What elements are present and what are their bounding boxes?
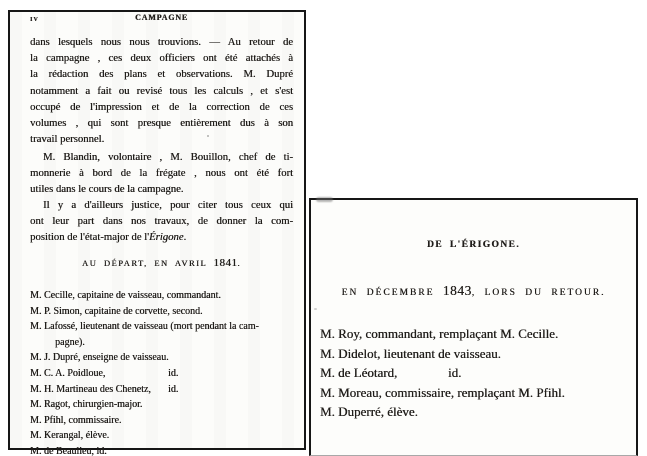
- text-line: occupé de l'impression et de la correction de ces: [30, 100, 293, 113]
- return-section-heading: [311, 283, 636, 299]
- scan-artifact: [207, 135, 209, 137]
- text-line: monnerie à bord de la frégate , nous ont été fort: [30, 167, 293, 180]
- roster-item: [30, 319, 300, 350]
- paragraph-etat-major-last-line: [30, 229, 293, 245]
- scan-artifact: [314, 308, 317, 310]
- scan-artifact: [316, 197, 333, 202]
- roster-item: M. Duperré, élève.: [320, 404, 418, 420]
- heading-text: , LORS DU RETOUR.: [471, 288, 606, 298]
- heading-text: AU DÉPART, EN AVRIL: [81, 258, 214, 268]
- roster-item: [30, 366, 300, 382]
- text-line: la rédaction des plans et observations. M. Dupré: [30, 68, 293, 81]
- text-line: utiles dans le cours de la campagne.: [30, 183, 184, 196]
- text-line: dans lesquels nous nous trouvions. — Au retour de: [30, 36, 293, 48]
- paragraph-campaign-return: [30, 34, 293, 147]
- paragraph-blandin-bouillon: [30, 149, 293, 198]
- roster-line-continuation: pagne).: [55, 336, 85, 348]
- heading-year: 1843: [442, 283, 472, 298]
- roster-item: M. P. Simon, capitaine de corvette, second.: [30, 305, 203, 317]
- roster-item: M. Didelot, lieutenant de vaisseau.: [320, 345, 501, 361]
- running-title: CAMPAGNE: [135, 13, 188, 22]
- heading-year: 1841: [213, 257, 238, 269]
- roster-name: M. C. A. Poidloue,: [30, 367, 106, 379]
- roster-line: M. Lafossé, lieutenant de vaisseau (mort pendant la cam-: [30, 321, 259, 333]
- roster-id-abbrev: id.: [168, 367, 179, 379]
- roster-item: M. Roy, commandant, remplaçant M. Cecille.: [320, 326, 559, 341]
- right-page: [309, 198, 638, 456]
- roster-item: M. Kerangal, élève.: [30, 430, 110, 442]
- roster-item: [30, 382, 300, 398]
- text-line: la campagne , ces deux officiers ont été attachés à: [30, 52, 293, 65]
- roster-name: M. de Léotard,: [320, 365, 398, 381]
- page-number: iv: [30, 14, 39, 23]
- roster-item: M. J. Dupré, enseigne de vaisseau.: [30, 352, 169, 364]
- departure-roster: [30, 288, 300, 456]
- departure-section-heading: [30, 257, 293, 269]
- text-line: Il y a d'ailleurs justice, pour citer tous ceux qui: [43, 199, 293, 211]
- text-run: position de l'état-major de l': [30, 231, 150, 243]
- paragraph-etat-major: [30, 197, 293, 229]
- right-page-title: DE L'ÉRIGONE.: [427, 240, 520, 250]
- text-line: M. Blandin, volontaire , M. Bouillon, chef de ti-: [43, 151, 293, 163]
- heading-text: EN DÉCEMBRE: [341, 288, 443, 298]
- left-page: [8, 10, 306, 456]
- roster-id-abbrev: id.: [448, 365, 462, 381]
- text-run: .: [183, 231, 187, 243]
- text-line: ont leur part dans nos travaux, de donner la com-: [30, 215, 293, 228]
- heading-text: .: [237, 258, 242, 268]
- roster-item: [320, 363, 636, 383]
- roster-item: M. Moreau, commissaire, remplaçant M. Pfihl.: [320, 384, 565, 400]
- roster-item: M. Pfihl, commissaire.: [30, 414, 122, 426]
- roster-item: M. Cecille, capitaine de vaisseau, commandant.: [30, 290, 221, 301]
- text-line: notamment a fait ou revisé tous les calculs , et s'est: [30, 84, 293, 97]
- roster-id-abbrev: id.: [168, 383, 179, 395]
- roster-name: M. H. Martineau des Chenetz,: [30, 383, 151, 395]
- roster-item: M. de Beaulieu, id.: [30, 445, 107, 456]
- roster-item: M. Ragot, chirurgien-major.: [30, 399, 143, 411]
- ship-name-italic: Érigone: [149, 231, 184, 243]
- text-line: travail personnel.: [30, 133, 105, 146]
- return-roster: [320, 324, 636, 422]
- text-line: volumes , qui sont presque entièrement dus à son: [30, 117, 293, 130]
